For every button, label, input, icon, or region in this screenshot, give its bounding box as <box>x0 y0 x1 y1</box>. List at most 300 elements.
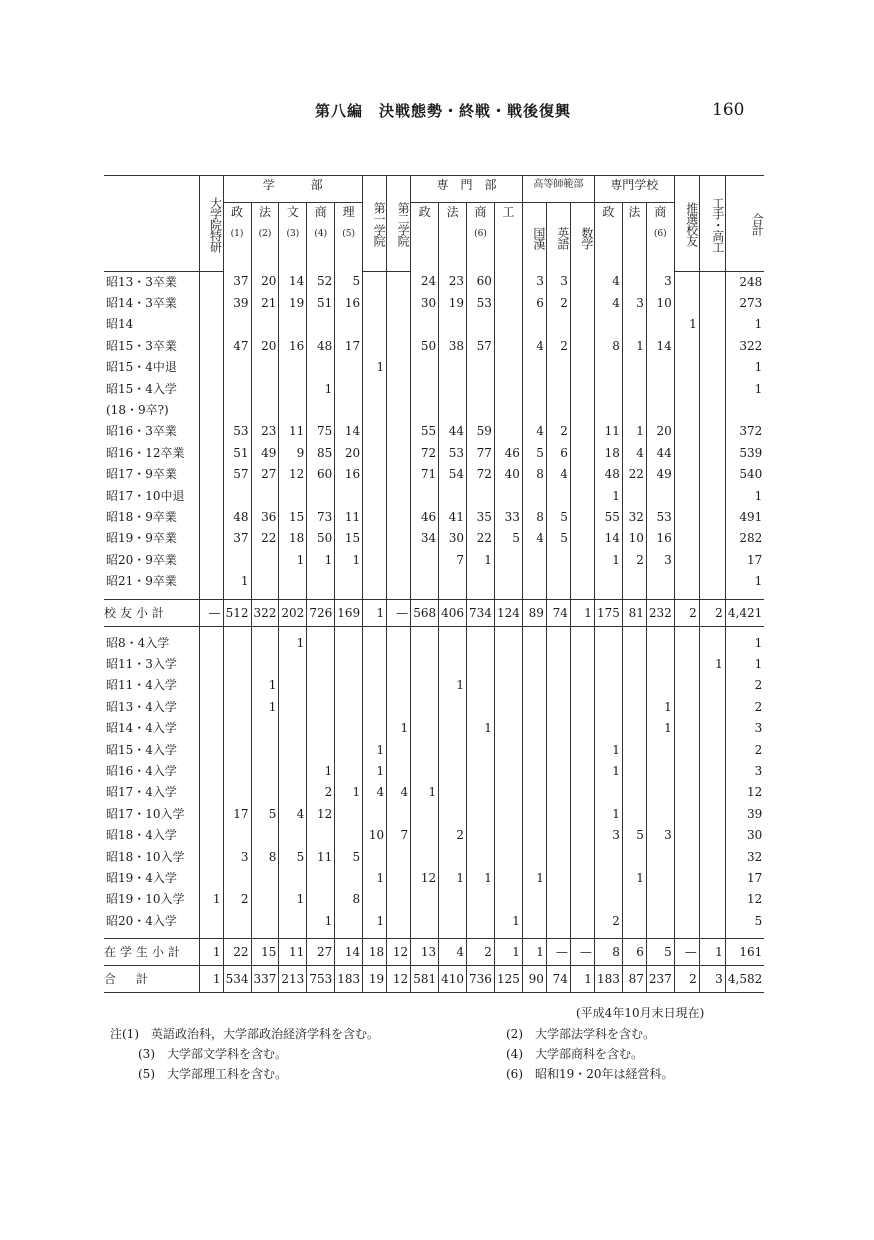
col-koutou-kokkan: 国漢 <box>522 203 546 272</box>
table-cell <box>439 889 467 910</box>
table-cell <box>223 782 251 803</box>
table-cell: 14 <box>335 939 363 966</box>
table-cell <box>494 486 522 507</box>
table-cell: 1 <box>307 761 335 782</box>
table-cell <box>439 486 467 507</box>
table-cell <box>411 633 439 654</box>
table-cell <box>646 314 674 335</box>
table-cell <box>570 293 594 314</box>
table-cell <box>546 357 570 378</box>
table-cell: 8 <box>335 889 363 910</box>
table-cell: 1 <box>622 421 646 442</box>
table-cell <box>279 675 307 696</box>
table-cell: 1 <box>622 336 646 357</box>
table-cell <box>494 761 522 782</box>
table-cell: 3 <box>223 847 251 868</box>
table-cell: 22 <box>622 464 646 485</box>
table-cell: 53 <box>223 421 251 442</box>
table-cell <box>307 868 335 889</box>
table-cell <box>251 782 279 803</box>
table-cell <box>570 847 594 868</box>
table-cell <box>522 675 546 696</box>
table-cell: 581 <box>411 966 439 993</box>
table-cell <box>674 847 699 868</box>
table-cell: 4 <box>546 464 570 485</box>
table-cell <box>223 697 251 718</box>
table-cell <box>699 357 725 378</box>
table-cell: 202 <box>279 599 307 626</box>
table-cell <box>674 400 699 421</box>
table-cell <box>387 421 411 442</box>
table-cell <box>699 782 725 803</box>
table-cell <box>622 271 646 293</box>
table-cell <box>699 825 725 846</box>
table-cell: 1 <box>494 911 522 932</box>
table-cell <box>725 400 764 421</box>
table-cell <box>570 761 594 782</box>
table-cell <box>699 889 725 910</box>
table-cell: 2 <box>699 599 725 626</box>
table-cell: 4 <box>594 271 622 293</box>
footnote-1: 注(1) 英語政治科，大学部政治経済学科を含む。 <box>110 1027 379 1041</box>
table-cell <box>251 911 279 932</box>
table-cell <box>279 379 307 400</box>
table-cell: 1 <box>522 868 546 889</box>
table-cell: 406 <box>439 599 467 626</box>
table-cell: 55 <box>594 507 622 528</box>
table-cell: 1 <box>251 697 279 718</box>
table-cell: 37 <box>223 271 251 293</box>
table-cell <box>251 571 279 592</box>
table-cell: 183 <box>594 966 622 993</box>
table-cell <box>494 271 522 293</box>
table-cell: 1 <box>363 868 387 889</box>
table-cell <box>646 868 674 889</box>
table-cell: 5 <box>725 911 764 932</box>
table-cell <box>494 868 522 889</box>
table-cell <box>467 761 495 782</box>
row-label: 昭15・4中退 <box>106 360 177 375</box>
table-cell <box>411 675 439 696</box>
row-label: 昭8・4入学 <box>106 635 170 650</box>
row-label: 昭17・4入学 <box>106 785 177 800</box>
table-cell: 16 <box>279 336 307 357</box>
group-senmonbu: 専 門 部 <box>411 176 523 203</box>
table-cell: 1 <box>725 357 764 378</box>
table-cell <box>646 486 674 507</box>
table-cell <box>363 804 387 825</box>
table-cell <box>699 400 725 421</box>
table-cell: 30 <box>725 825 764 846</box>
table-cell <box>494 336 522 357</box>
table-cell: 1 <box>363 599 387 626</box>
table-cell <box>570 654 594 675</box>
table-cell: 44 <box>646 443 674 464</box>
table-cell <box>646 804 674 825</box>
table-cell <box>674 336 699 357</box>
table-cell <box>307 718 335 739</box>
table-cell: 1 <box>594 486 622 507</box>
table-cell <box>387 528 411 549</box>
table-cell <box>522 740 546 761</box>
table-cell: 2 <box>674 966 699 993</box>
table-cell <box>594 782 622 803</box>
table-cell: 17 <box>335 336 363 357</box>
table-cell <box>199 847 223 868</box>
table-cell <box>699 718 725 739</box>
table-cell: 3 <box>522 271 546 293</box>
table-cell: 73 <box>307 507 335 528</box>
table-row <box>104 675 764 696</box>
table-cell <box>522 804 546 825</box>
table-cell: 4 <box>363 782 387 803</box>
table-cell: 48 <box>594 464 622 485</box>
table-cell <box>494 675 522 696</box>
table-cell <box>335 804 363 825</box>
table-cell <box>335 486 363 507</box>
table-row <box>104 761 764 782</box>
table-cell <box>387 911 411 932</box>
table-cell <box>699 550 725 571</box>
row-label: 合 計 <box>104 966 199 993</box>
table-cell: 20 <box>251 271 279 293</box>
table-cell <box>570 889 594 910</box>
table-cell: 6 <box>622 939 646 966</box>
table-cell <box>546 400 570 421</box>
table-cell <box>674 507 699 528</box>
col-gakubu-ri: 理 (5) <box>335 203 363 272</box>
table-cell <box>467 486 495 507</box>
table-cell <box>439 718 467 739</box>
col-sg-sei: 政 <box>594 203 622 272</box>
table-cell <box>387 293 411 314</box>
table-cell <box>646 654 674 675</box>
table-cell <box>411 804 439 825</box>
table-cell <box>594 314 622 335</box>
table-cell <box>494 847 522 868</box>
table-cell: 232 <box>646 599 674 626</box>
col-koutou-eigo: 英語 <box>546 203 570 272</box>
table-cell: 1 <box>699 654 725 675</box>
table-cell: 736 <box>467 966 495 993</box>
table-row <box>104 314 764 335</box>
table-cell <box>467 654 495 675</box>
table-cell: 40 <box>494 464 522 485</box>
col-gakubu-sei: 政 (1) <box>223 203 251 272</box>
table-cell <box>570 633 594 654</box>
table-cell <box>522 571 546 592</box>
table-cell: 14 <box>279 271 307 293</box>
table-cell <box>439 571 467 592</box>
table-cell <box>594 400 622 421</box>
table-row <box>104 633 764 654</box>
table-cell <box>307 675 335 696</box>
table-cell <box>546 804 570 825</box>
table-cell <box>251 633 279 654</box>
table-cell <box>699 571 725 592</box>
table-row <box>104 654 764 675</box>
table-cell <box>546 847 570 868</box>
table-cell <box>363 421 387 442</box>
table-cell <box>546 868 570 889</box>
table-cell: 1 <box>725 654 764 675</box>
table-cell <box>646 357 674 378</box>
col-sg-hou: 法 <box>622 203 646 272</box>
table-cell <box>594 868 622 889</box>
table-cell: 22 <box>223 939 251 966</box>
table-cell <box>439 357 467 378</box>
table-cell <box>199 507 223 528</box>
col-koutou-suugaku: 数学 <box>570 203 594 272</box>
table-cell: 512 <box>223 599 251 626</box>
table-cell <box>494 421 522 442</box>
table-cell: 5 <box>335 847 363 868</box>
table-cell: 3 <box>646 271 674 293</box>
table-cell: 18 <box>363 939 387 966</box>
table-cell <box>251 718 279 739</box>
table-cell <box>646 761 674 782</box>
table-cell <box>411 486 439 507</box>
table-cell <box>251 486 279 507</box>
table-cell <box>699 761 725 782</box>
table-cell <box>199 675 223 696</box>
table-cell: 1 <box>363 357 387 378</box>
table-cell: 85 <box>307 443 335 464</box>
table-cell <box>699 336 725 357</box>
table-cell <box>199 804 223 825</box>
table-cell <box>411 357 439 378</box>
table-cell <box>307 825 335 846</box>
table-cell <box>439 654 467 675</box>
table-cell <box>522 654 546 675</box>
table-cell <box>387 889 411 910</box>
table-cell: 77 <box>467 443 495 464</box>
table-cell: 5 <box>622 825 646 846</box>
table-cell <box>570 314 594 335</box>
table-cell: 169 <box>335 599 363 626</box>
table-cell <box>622 911 646 932</box>
table-cell <box>522 847 546 868</box>
table-cell: 48 <box>223 507 251 528</box>
table-row <box>104 271 764 293</box>
table-cell: 337 <box>251 966 279 993</box>
table-cell: 282 <box>725 528 764 549</box>
table-cell <box>363 336 387 357</box>
table-cell <box>251 314 279 335</box>
table-cell <box>594 379 622 400</box>
table-cell <box>699 379 725 400</box>
table-cell: 1 <box>199 966 223 993</box>
table-cell: 72 <box>467 464 495 485</box>
table-cell: 53 <box>439 443 467 464</box>
table-cell: 5 <box>494 528 522 549</box>
table-cell: 35 <box>467 507 495 528</box>
table-row <box>104 889 764 910</box>
table-cell: 20 <box>335 443 363 464</box>
table-cell <box>199 633 223 654</box>
table-cell: 322 <box>725 336 764 357</box>
table-cell: 74 <box>546 599 570 626</box>
table-cell: 273 <box>725 293 764 314</box>
table-cell <box>363 507 387 528</box>
table-row <box>104 400 764 421</box>
table-cell <box>363 379 387 400</box>
table-cell: 1 <box>199 939 223 966</box>
table-cell <box>494 804 522 825</box>
row-label: 昭11・4入学 <box>106 678 177 693</box>
table-cell: 18 <box>279 528 307 549</box>
table-cell <box>467 675 495 696</box>
row-label: 昭20・4入学 <box>106 913 177 928</box>
table-cell <box>387 847 411 868</box>
col-daigakuin: 大学院特研 <box>199 176 223 272</box>
table-cell <box>387 675 411 696</box>
table-cell <box>251 740 279 761</box>
table-cell <box>251 400 279 421</box>
table-cell <box>522 782 546 803</box>
table-cell <box>546 654 570 675</box>
table-cell: 89 <box>522 599 546 626</box>
table-cell <box>546 697 570 718</box>
col-goukei: 合計 <box>725 176 764 272</box>
table-cell <box>363 633 387 654</box>
table-cell: 1 <box>522 939 546 966</box>
table-cell <box>570 550 594 571</box>
table-cell: 10 <box>622 528 646 549</box>
row-label: 昭16・12卒業 <box>106 445 185 460</box>
table-cell <box>674 761 699 782</box>
footnote-3: (3) 大学部文学科を含む。 <box>138 1047 287 1061</box>
table-cell <box>223 400 251 421</box>
table-cell: 19 <box>279 293 307 314</box>
table-cell: — <box>674 939 699 966</box>
table-cell <box>570 379 594 400</box>
table-cell <box>494 889 522 910</box>
table-cell: 1 <box>387 718 411 739</box>
table-cell: 41 <box>439 507 467 528</box>
table-cell <box>199 528 223 549</box>
table-cell <box>363 697 387 718</box>
table-cell: 90 <box>522 966 546 993</box>
table-cell <box>307 654 335 675</box>
table-cell <box>674 697 699 718</box>
table-cell: 19 <box>439 293 467 314</box>
table-cell: 16 <box>335 293 363 314</box>
table-cell <box>594 633 622 654</box>
table-cell: 1 <box>570 599 594 626</box>
table-cell <box>279 314 307 335</box>
table-cell: 1 <box>594 761 622 782</box>
row-label: 昭14 <box>106 317 134 332</box>
table-cell <box>674 868 699 889</box>
table-cell <box>279 697 307 718</box>
table-cell <box>622 718 646 739</box>
corner-cell <box>104 176 199 272</box>
table-cell: 3 <box>646 550 674 571</box>
table-cell <box>439 697 467 718</box>
table-cell <box>439 740 467 761</box>
table-cell <box>467 400 495 421</box>
table-cell: 21 <box>251 293 279 314</box>
table-cell <box>279 654 307 675</box>
table-cell: 125 <box>494 966 522 993</box>
table-cell <box>646 740 674 761</box>
col-dai1: 第一学院 <box>363 176 387 272</box>
table-cell <box>335 868 363 889</box>
table-cell: 51 <box>307 293 335 314</box>
table-cell <box>467 825 495 846</box>
table-cell <box>199 271 223 293</box>
table-cell: 60 <box>467 271 495 293</box>
table-cell: 4 <box>439 939 467 966</box>
table-cell: 4,421 <box>725 599 764 626</box>
table-cell: 2 <box>674 599 699 626</box>
table-cell: 15 <box>251 939 279 966</box>
table-cell <box>335 825 363 846</box>
table-cell: 5 <box>279 847 307 868</box>
table-cell <box>546 740 570 761</box>
table-cell <box>467 571 495 592</box>
table-cell <box>594 357 622 378</box>
table-cell: 1 <box>725 486 764 507</box>
table-cell: 3 <box>646 825 674 846</box>
table-cell <box>622 654 646 675</box>
table-cell <box>279 718 307 739</box>
table-cell: 30 <box>439 528 467 549</box>
table-cell: 1 <box>335 550 363 571</box>
table-cell <box>363 464 387 485</box>
table-row <box>104 847 764 868</box>
table-cell: 8 <box>522 464 546 485</box>
table-cell: 14 <box>646 336 674 357</box>
row-label: 昭15・4入学 <box>106 381 177 396</box>
table-cell <box>699 507 725 528</box>
table-cell: 1 <box>699 939 725 966</box>
table-cell <box>674 718 699 739</box>
table-cell <box>335 740 363 761</box>
table-cell <box>699 804 725 825</box>
table-cell: 161 <box>725 939 764 966</box>
table-cell <box>199 911 223 932</box>
table-cell: 1 <box>725 379 764 400</box>
table-cell: 27 <box>251 464 279 485</box>
table-row <box>104 697 764 718</box>
row-label: 昭16・3卒業 <box>106 424 177 439</box>
table-cell <box>307 357 335 378</box>
table-cell <box>387 357 411 378</box>
table-cell: 1 <box>725 633 764 654</box>
table-cell <box>439 911 467 932</box>
table-cell: — <box>546 939 570 966</box>
table-cell <box>223 825 251 846</box>
table-cell: 1 <box>674 314 699 335</box>
table-cell <box>546 550 570 571</box>
table-cell <box>223 654 251 675</box>
table-cell <box>494 357 522 378</box>
table-cell: 12 <box>387 966 411 993</box>
table-cell <box>646 400 674 421</box>
table-cell <box>570 675 594 696</box>
table-cell: 10 <box>646 293 674 314</box>
table-cell <box>199 357 223 378</box>
row-label: 在学生小計 <box>104 939 199 966</box>
table-cell <box>199 761 223 782</box>
table-cell: 6 <box>546 443 570 464</box>
table-cell: 4 <box>522 336 546 357</box>
table-cell: 55 <box>411 421 439 442</box>
table-cell: 1 <box>335 782 363 803</box>
table-cell: 87 <box>622 966 646 993</box>
